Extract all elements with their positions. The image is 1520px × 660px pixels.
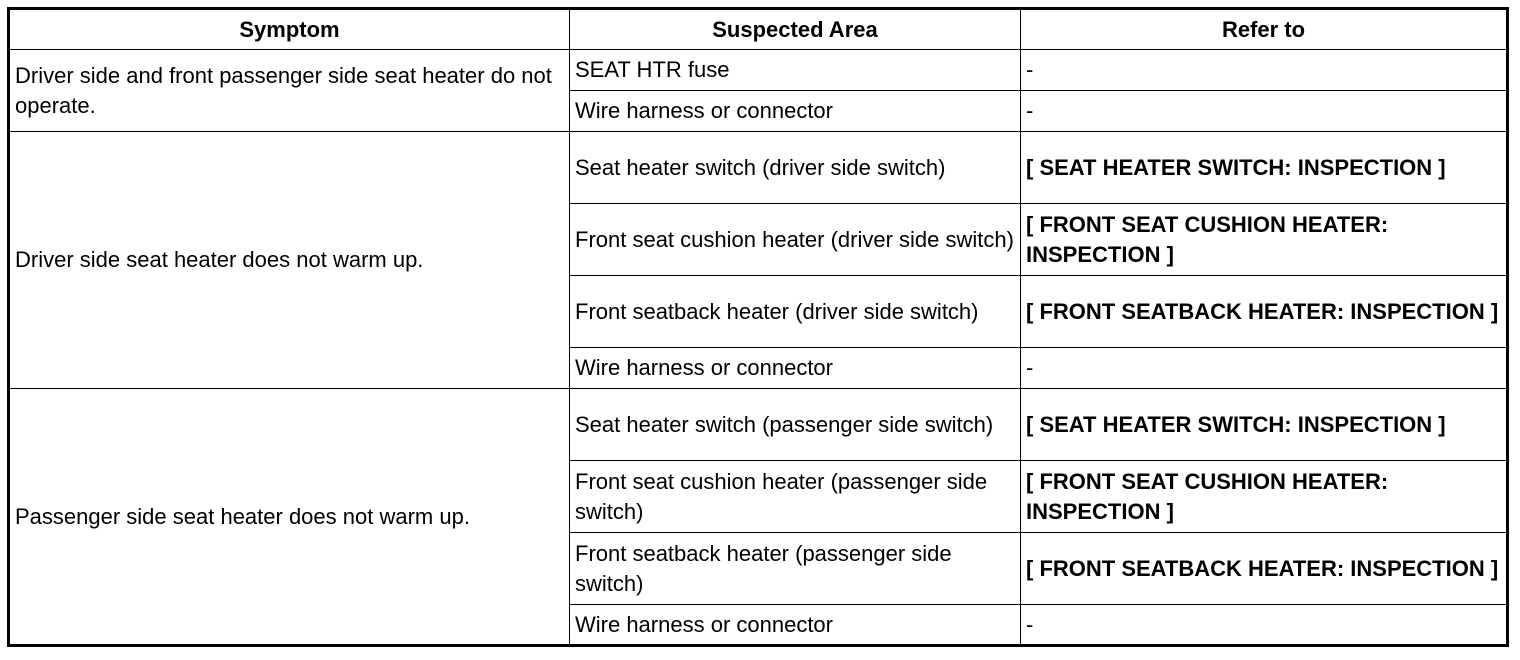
refer-to-link[interactable]: [ SEAT HEATER SWITCH: INSPECTION ] — [1021, 389, 1508, 461]
header-row — [9, 9, 1508, 50]
refer-to-link[interactable]: [ FRONT SEATBACK HEATER: INSPECTION ] — [1021, 533, 1508, 605]
header-suspected-area: Suspected Area — [570, 9, 1021, 50]
refer-to-cell: - — [1021, 348, 1508, 389]
refer-to-link[interactable]: [ FRONT SEATBACK HEATER: INSPECTION ] — [1021, 276, 1508, 348]
suspected-area-cell: Wire harness or connector — [570, 605, 1021, 646]
header-refer-to: Refer to — [1021, 9, 1508, 50]
refer-to-link[interactable]: [ FRONT SEAT CUSHION HEATER: INSPECTION ] — [1021, 204, 1508, 276]
symptom-cell: Driver side and front passenger side seat heater do not operate. — [9, 50, 570, 132]
suspected-area-cell: Front seat cushion heater (passenger side switch) — [570, 461, 1021, 533]
suspected-area-cell: SEAT HTR fuse — [570, 50, 1021, 91]
refer-to-cell: - — [1021, 605, 1508, 646]
header-symptom: Symptom — [9, 9, 570, 50]
refer-to-link[interactable]: [ FRONT SEAT CUSHION HEATER: INSPECTION ] — [1021, 461, 1508, 533]
table-row — [9, 132, 1508, 204]
suspected-area-cell: Seat heater switch (passenger side switch) — [570, 389, 1021, 461]
suspected-area-cell: Wire harness or connector — [570, 91, 1021, 132]
refer-to-cell: - — [1021, 91, 1508, 132]
suspected-area-cell: Front seatback heater (driver side switch) — [570, 276, 1021, 348]
refer-to-link[interactable]: [ SEAT HEATER SWITCH: INSPECTION ] — [1021, 132, 1508, 204]
suspected-area-cell: Front seat cushion heater (driver side switch) — [570, 204, 1021, 276]
symptom-cell: Passenger side seat heater does not warm up. — [9, 389, 570, 646]
table-row — [9, 389, 1508, 461]
suspected-area-cell: Front seatback heater (passenger side switch) — [570, 533, 1021, 605]
diagnosis-table — [7, 7, 1509, 647]
table-row — [9, 50, 1508, 91]
suspected-area-cell: Wire harness or connector — [570, 348, 1021, 389]
symptom-cell: Driver side seat heater does not warm up. — [9, 132, 570, 389]
suspected-area-cell: Seat heater switch (driver side switch) — [570, 132, 1021, 204]
refer-to-cell: - — [1021, 50, 1508, 91]
